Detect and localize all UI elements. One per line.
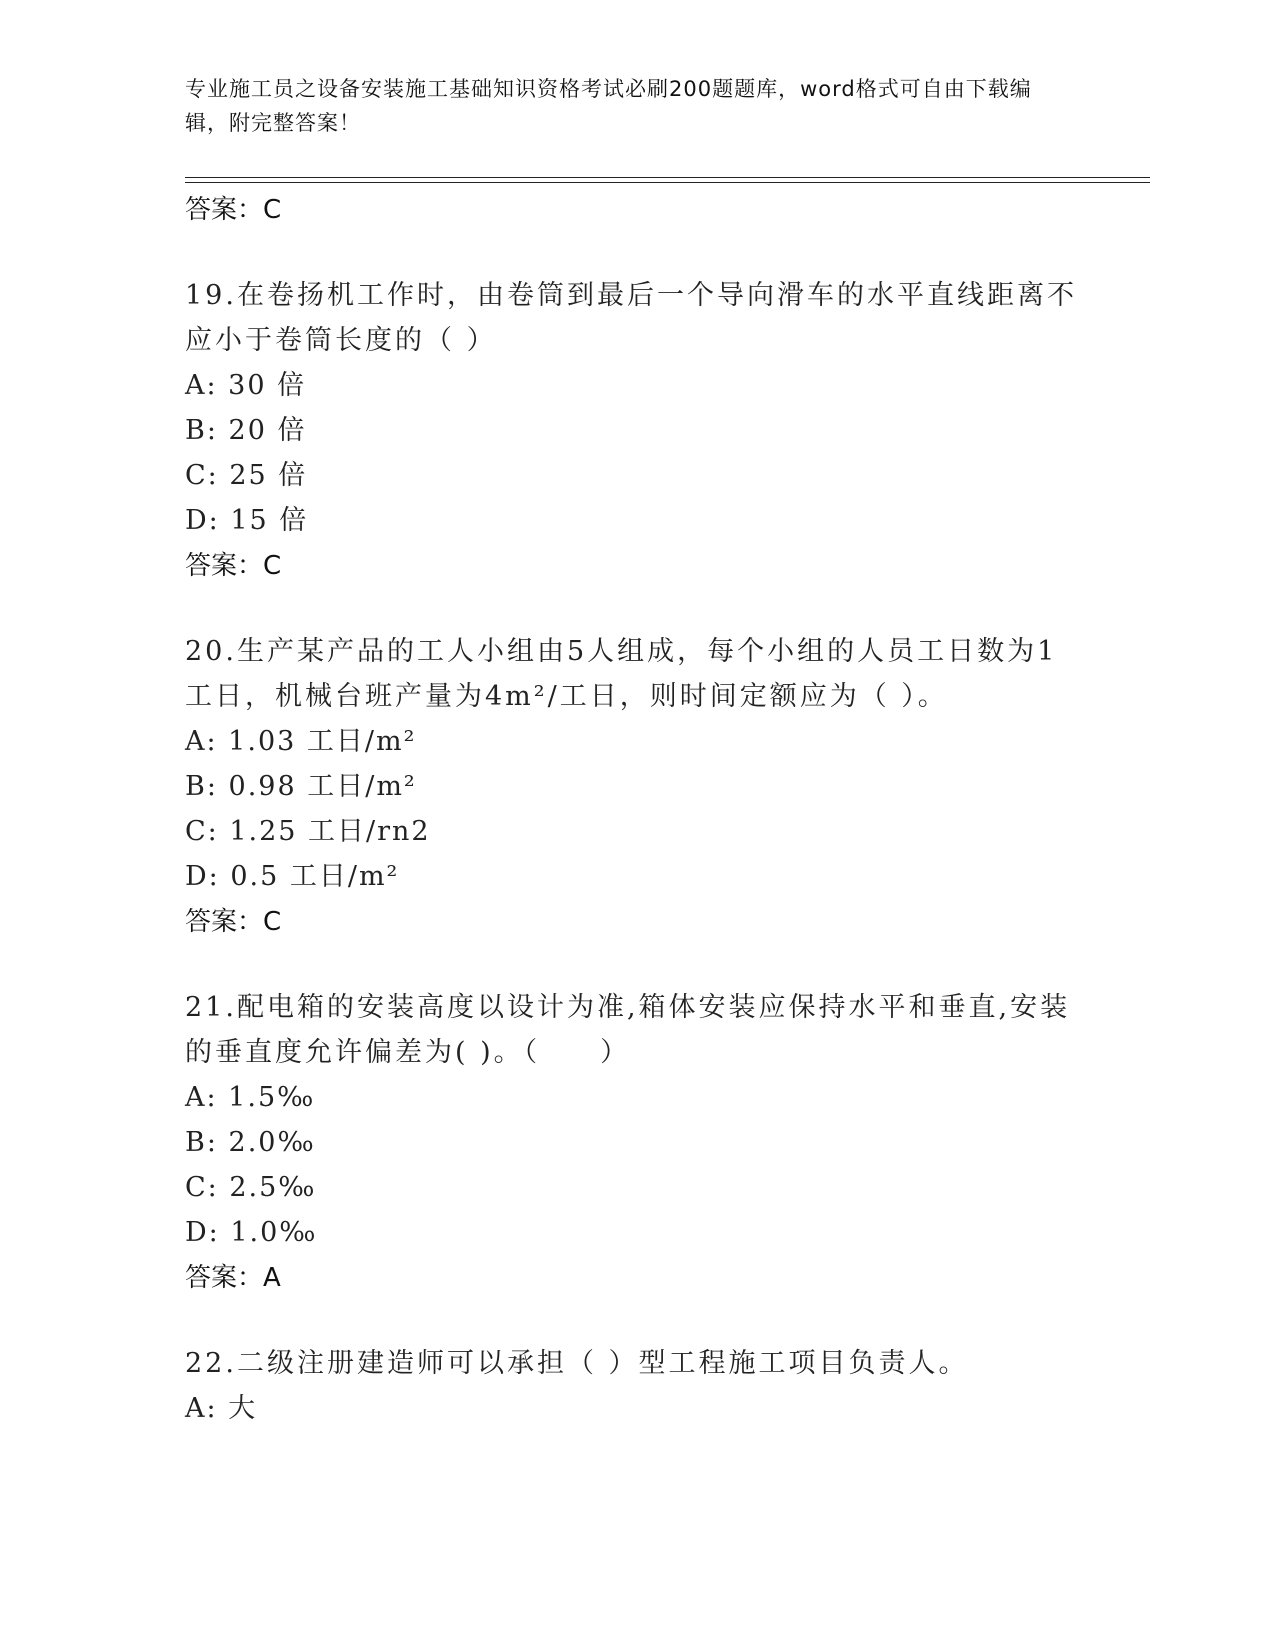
document-header: 专业施工员之设备安装施工基础知识资格考试必刷200题题库，word格式可自由下载编辑，附完整答案！ — [185, 77, 1032, 135]
question-stem: 20.生产某产品的工人小组由5人组成，每个小组的人员工日数为1工日，机械台班产量为4m²/工日，则时间定额应为（ ）。 — [185, 636, 1058, 712]
option-d: D: 15 倍 — [185, 505, 309, 536]
option-d: D: 0.5 工日/m² — [185, 861, 400, 892]
question-20 — [185, 629, 1085, 945]
question-21 — [185, 985, 1085, 1301]
answer-line: 答案：C — [185, 195, 282, 225]
option-a: A: 大 — [185, 1393, 258, 1424]
question-22 — [185, 1341, 1085, 1431]
question-stem: 19.在卷扬机工作时，由卷筒到最后一个导向滑车的水平直线距离不应小于卷筒长度的（ ） — [185, 280, 1077, 356]
header-rule-top — [185, 177, 1150, 178]
option-a: A: 1.03 工日/m² — [185, 726, 417, 757]
question-stem: 22.二级注册建造师可以承担（ ）型工程施工项目负责人。 — [185, 1348, 969, 1379]
header-rule-bottom — [185, 182, 1150, 183]
option-c: C: 25 倍 — [185, 460, 308, 491]
answer-line: 答案：A — [185, 1263, 281, 1293]
option-b: B: 20 倍 — [185, 415, 307, 446]
option-d: D: 1.0‰ — [185, 1217, 318, 1248]
option-c: C: 2.5‰ — [185, 1172, 317, 1203]
answer-line: 答案：C — [185, 551, 282, 581]
question-19 — [185, 273, 1085, 589]
option-b: B: 0.98 工日/m² — [185, 771, 417, 802]
option-a: A: 30 倍 — [185, 370, 307, 401]
question-stem: 21.配电箱的安装高度以设计为准,箱体安装应保持水平和垂直,安装的垂直度允许偏差为( )。（ ） — [185, 992, 1071, 1068]
option-b: B: 2.0‰ — [185, 1127, 316, 1158]
question-list — [185, 187, 1085, 1431]
answer-line: 答案：C — [185, 907, 282, 937]
option-c: C: 1.25 工日/rn2 — [185, 816, 431, 847]
option-a: A: 1.5‰ — [185, 1082, 316, 1113]
